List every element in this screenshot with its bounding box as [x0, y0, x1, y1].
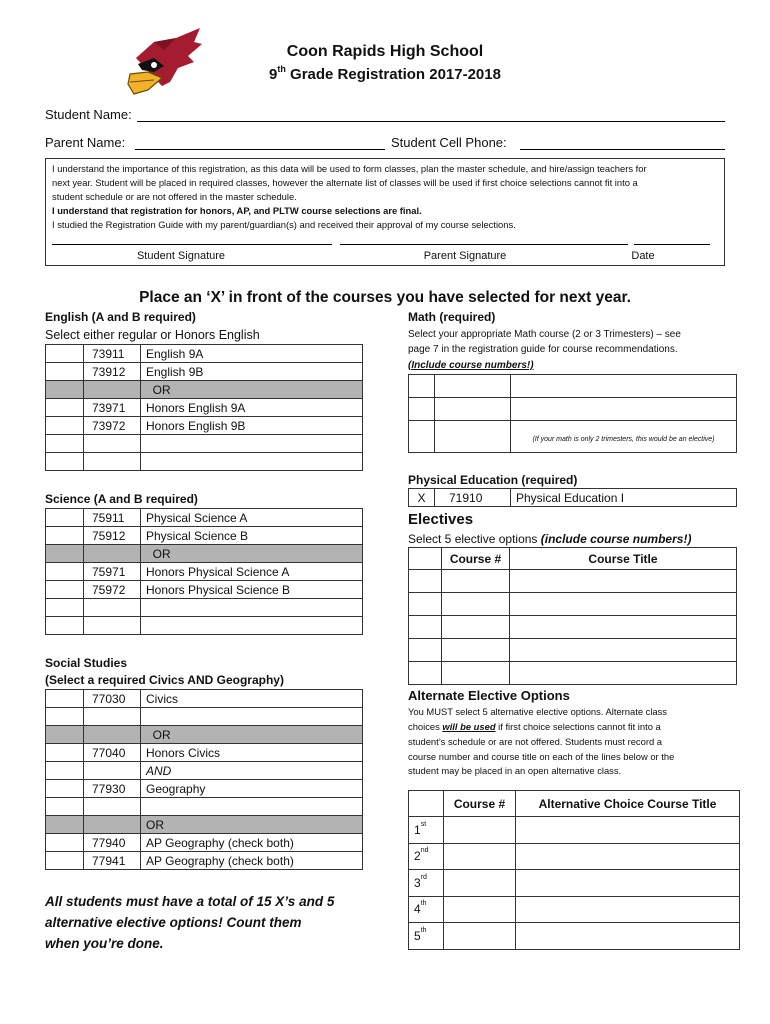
mark-cell[interactable] — [46, 545, 84, 563]
course-code: 75911 — [84, 509, 141, 527]
mark-cell[interactable] — [46, 852, 84, 870]
elective-mark-cell[interactable] — [409, 616, 442, 639]
social-subtitle: (Select a required Civics AND Geography) — [45, 673, 284, 687]
mark-cell[interactable] — [46, 563, 84, 581]
alternate-course-num-cell[interactable] — [444, 843, 516, 870]
course-name: English 9A — [141, 345, 363, 363]
alternate-row[interactable] — [409, 843, 740, 870]
alternate-rank-suffix: th — [420, 926, 427, 934]
english-table — [45, 344, 363, 471]
course-name: Physical Science B — [141, 527, 363, 545]
pe-mark[interactable]: X — [409, 489, 435, 507]
course-code: 75912 — [84, 527, 141, 545]
social-row[interactable] — [46, 744, 363, 762]
mark-cell[interactable] — [46, 417, 84, 435]
alternates-col-course-num: Course # — [444, 791, 516, 817]
science-row[interactable] — [46, 617, 363, 635]
mark-cell[interactable] — [46, 527, 84, 545]
student-name-line[interactable] — [137, 121, 725, 122]
alternate-rank — [409, 870, 444, 897]
mark-cell[interactable] — [46, 708, 84, 726]
mark-cell[interactable] — [46, 581, 84, 599]
course-code: 77030 — [84, 690, 141, 708]
course-name: Honors Physical Science B — [141, 581, 363, 599]
alternates-p5: student may be placed in an open alternative class. — [408, 765, 622, 776]
elective-mark-cell[interactable] — [409, 570, 442, 593]
english-row[interactable] — [46, 363, 363, 381]
social-row[interactable] — [46, 834, 363, 852]
elective-row[interactable] — [409, 593, 737, 616]
agreement-line-2: next year. Student will be placed in required classes, however the alternate list of classes will be used if first choice selections cannot fit into a — [52, 177, 638, 188]
course-code — [84, 617, 141, 635]
alternate-course-num-cell[interactable] — [444, 923, 516, 950]
parent-signature-line[interactable] — [340, 244, 628, 245]
course-code: 73971 — [84, 399, 141, 417]
course-name — [141, 798, 363, 816]
electives-desc-plain: Select 5 elective options — [408, 532, 541, 546]
english-subtitle: Select either regular or Honors English — [45, 328, 260, 342]
alternate-row[interactable] — [409, 896, 740, 923]
course-code — [84, 762, 141, 780]
course-code: 75972 — [84, 581, 141, 599]
alternate-rank — [409, 896, 444, 923]
course-code: 77941 — [84, 852, 141, 870]
elective-row[interactable] — [409, 570, 737, 593]
course-name: Honors English 9B — [141, 417, 363, 435]
alternate-rank-suffix: th — [420, 900, 427, 908]
elective-course-title-cell[interactable] — [510, 616, 737, 639]
course-code — [84, 599, 141, 617]
parent-name-label: Parent Name: — [45, 135, 126, 150]
mark-cell[interactable] — [46, 381, 84, 399]
science-title: Science (A and B required) — [45, 492, 198, 506]
alternates-p2a: choices — [408, 721, 443, 732]
course-code: 77040 — [84, 744, 141, 762]
science-row[interactable] — [46, 599, 363, 617]
course-code: 75971 — [84, 563, 141, 581]
mark-cell[interactable] — [46, 744, 84, 762]
electives-col-course-title: Course Title — [510, 548, 737, 570]
course-code: 73972 — [84, 417, 141, 435]
alternate-rank-number: 5 — [414, 928, 421, 943]
student-signature-label: Student Signature — [136, 250, 226, 262]
math-desc-1: Select your appropriate Math course (2 or 3 Trimesters) – see — [408, 329, 681, 340]
alternate-rank-number: 2 — [414, 849, 421, 864]
science-row[interactable] — [46, 563, 363, 581]
elective-course-title-cell[interactable] — [510, 662, 737, 685]
math-note: (If your math is only 2 trimesters, this would be an elective) — [532, 435, 715, 443]
footer-note-3: when you’re done. — [45, 936, 164, 951]
course-code — [84, 545, 141, 563]
elective-course-num-cell[interactable] — [442, 570, 510, 593]
social-row[interactable] — [46, 726, 363, 744]
date-label: Date — [631, 250, 655, 262]
mark-cell[interactable] — [46, 816, 84, 834]
english-row[interactable] — [46, 435, 363, 453]
student-cell-label: Student Cell Phone: — [391, 135, 507, 150]
course-name: Civics — [141, 690, 363, 708]
course-name — [141, 708, 363, 726]
social-table — [45, 689, 363, 870]
alternate-rank — [409, 923, 444, 950]
mark-cell[interactable] — [46, 363, 84, 381]
alternate-rank — [409, 843, 444, 870]
alternate-rank-suffix: rd — [420, 873, 427, 881]
pe-name: Physical Education I — [511, 489, 737, 507]
agreement-line-3: student schedule or are not offered in the master schedule. — [52, 191, 297, 202]
date-line[interactable] — [634, 244, 710, 245]
course-code — [84, 798, 141, 816]
elective-course-num-cell[interactable] — [442, 639, 510, 662]
social-row[interactable] — [46, 816, 363, 834]
alternates-col-title: Alternative Choice Course Title — [516, 791, 740, 817]
alternates-p2b: will be used — [442, 721, 496, 732]
alternate-course-title-cell[interactable] — [516, 843, 740, 870]
alternate-course-num-cell[interactable] — [444, 870, 516, 897]
social-title: Social Studies — [45, 656, 128, 670]
student-signature-line[interactable] — [52, 244, 332, 245]
mark-cell[interactable] — [46, 599, 84, 617]
social-row[interactable] — [46, 690, 363, 708]
course-code: 73911 — [84, 345, 141, 363]
course-name: OR — [141, 726, 363, 744]
agreement-line-5: I studied the Registration Guide with my parent/guardian(s) and received their approval of my course selections. — [52, 219, 516, 230]
social-row[interactable] — [46, 798, 363, 816]
electives-desc-emph: (include course numbers!) — [540, 532, 692, 546]
science-row[interactable] — [46, 527, 363, 545]
alternate-row[interactable] — [409, 817, 740, 844]
mark-cell[interactable] — [46, 798, 84, 816]
electives-desc — [408, 532, 691, 546]
math-table — [408, 374, 737, 453]
course-name: Honors English 9A — [141, 399, 363, 417]
elective-course-num-cell[interactable] — [442, 662, 510, 685]
course-code — [84, 708, 141, 726]
alternates-title: Alternate Elective Options — [408, 688, 570, 703]
course-name: Physical Science A — [141, 509, 363, 527]
alternate-rank — [409, 817, 444, 844]
course-code — [84, 381, 141, 399]
footer-note-2: alternative elective options! Count them — [45, 915, 302, 930]
course-name — [141, 453, 363, 471]
elective-mark-cell[interactable] — [409, 639, 442, 662]
elective-course-title-cell[interactable] — [510, 570, 737, 593]
course-code: 77930 — [84, 780, 141, 798]
mark-cell[interactable] — [46, 617, 84, 635]
social-row[interactable] — [46, 708, 363, 726]
course-name — [141, 435, 363, 453]
course-name: AND — [141, 762, 363, 780]
course-code — [84, 435, 141, 453]
course-code — [84, 816, 141, 834]
elective-row[interactable] — [409, 616, 737, 639]
pe-table — [408, 488, 737, 507]
alternate-course-title-cell[interactable] — [516, 923, 740, 950]
course-code — [84, 453, 141, 471]
agreement-line-1: I understand the importance of this registration, as this data will be used to form classes, plan the master schedule, and hire/assign teachers for — [52, 163, 647, 174]
alternates-p3: student’s schedule or are not offered. Students must record a — [408, 736, 662, 747]
course-name: AP Geography (check both) — [141, 834, 363, 852]
alternates-p2c: if first choice selections cannot fit into a — [495, 721, 661, 732]
course-code — [84, 726, 141, 744]
alternate-row[interactable] — [409, 923, 740, 950]
mark-cell[interactable] — [46, 834, 84, 852]
science-row[interactable] — [46, 545, 363, 563]
footer-note-1: All students must have a total of 15 X’s and 5 — [45, 894, 335, 909]
math-row[interactable] — [409, 398, 737, 421]
course-name — [141, 617, 363, 635]
school-title: Coon Rapids High School — [286, 43, 484, 60]
alternate-course-title-cell[interactable] — [516, 870, 740, 897]
science-row[interactable] — [46, 509, 363, 527]
mark-cell[interactable] — [46, 762, 84, 780]
alternate-course-title-cell[interactable] — [516, 817, 740, 844]
course-name: Honors Civics — [141, 744, 363, 762]
mark-cell[interactable] — [46, 690, 84, 708]
parent-signature-label: Parent Signature — [423, 250, 507, 262]
science-table — [45, 508, 363, 635]
elective-course-num-cell[interactable] — [442, 593, 510, 616]
alternate-rank-suffix: st — [420, 820, 427, 828]
agreement-line-4: I understand that registration for honors, AP, and PLTW course selections are final. — [52, 205, 422, 216]
parent-name-line[interactable] — [135, 149, 385, 150]
english-row[interactable] — [46, 417, 363, 435]
course-name — [141, 599, 363, 617]
mark-cell[interactable] — [46, 726, 84, 744]
elective-course-title-cell[interactable] — [510, 639, 737, 662]
alternate-rank-number: 1 — [414, 822, 421, 837]
mark-cell[interactable] — [46, 453, 84, 471]
elective-row[interactable] — [409, 662, 737, 685]
mark-cell[interactable] — [46, 435, 84, 453]
alternates-p1: You MUST select 5 alternative elective options. Alternate class — [408, 706, 667, 717]
math-row[interactable] — [409, 421, 737, 453]
pe-code: 71910 — [435, 489, 511, 507]
elective-course-title-cell[interactable] — [510, 593, 737, 616]
alternate-rank-number: 4 — [414, 902, 421, 917]
english-row[interactable] — [46, 381, 363, 399]
student-cell-line[interactable] — [520, 149, 725, 150]
alternates-header-row — [409, 791, 740, 817]
social-row[interactable] — [46, 780, 363, 798]
pe-title: Physical Education (required) — [408, 473, 578, 487]
elective-mark-cell[interactable] — [409, 662, 442, 685]
english-title: English (A and B required) — [45, 310, 196, 324]
course-name: OR — [141, 816, 363, 834]
mark-cell[interactable] — [46, 509, 84, 527]
pe-row[interactable] — [409, 489, 737, 507]
math-desc-3: (Include course numbers!) — [408, 360, 534, 371]
alternate-row[interactable] — [409, 870, 740, 897]
course-code: 73912 — [84, 363, 141, 381]
course-name: Geography — [141, 780, 363, 798]
social-row[interactable] — [46, 762, 363, 780]
electives-title: Electives — [408, 511, 474, 528]
electives-col-course-num: Course # — [442, 548, 510, 570]
english-row[interactable] — [46, 453, 363, 471]
course-code: 77940 — [84, 834, 141, 852]
course-name: English 9B — [141, 363, 363, 381]
grade-number: 9 — [269, 66, 278, 83]
alternate-rank-number: 3 — [414, 875, 421, 890]
student-name-label: Student Name: — [45, 107, 132, 122]
alternate-course-num-cell[interactable] — [444, 896, 516, 923]
grade-rest: Grade Registration 2017-2018 — [285, 66, 501, 83]
electives-table — [408, 547, 737, 685]
social-row[interactable] — [46, 852, 363, 870]
math-desc-2: page 7 in the registration guide for course recommendations. — [408, 344, 678, 355]
math-row[interactable] — [409, 375, 737, 398]
mark-cell[interactable] — [46, 345, 84, 363]
course-name: AP Geography (check both) — [141, 852, 363, 870]
math-title: Math (required) — [408, 310, 496, 324]
alternates-p2 — [408, 721, 661, 732]
elective-row[interactable] — [409, 639, 737, 662]
alternates-p4: course number and course title on each of the lines below or the — [408, 751, 675, 762]
grade-suffix: th — [277, 64, 286, 74]
course-name: OR — [141, 381, 363, 399]
mark-cell[interactable] — [46, 399, 84, 417]
alternate-course-num-cell[interactable] — [444, 817, 516, 844]
science-row[interactable] — [46, 581, 363, 599]
alternate-course-title-cell[interactable] — [516, 896, 740, 923]
elective-mark-cell[interactable] — [409, 593, 442, 616]
cardinal-logo-icon — [124, 28, 204, 100]
mark-cell[interactable] — [46, 780, 84, 798]
electives-header-row — [409, 548, 737, 570]
course-name: Honors Physical Science A — [141, 563, 363, 581]
instruction-heading: Place an ‘X’ in front of the courses you have selected for next year. — [139, 289, 631, 306]
course-name: OR — [141, 545, 363, 563]
registration-title — [240, 66, 530, 83]
elective-course-num-cell[interactable] — [442, 616, 510, 639]
english-row[interactable] — [46, 399, 363, 417]
alternates-table — [408, 790, 740, 950]
alternate-rank-suffix: nd — [420, 847, 429, 855]
english-row[interactable] — [46, 345, 363, 363]
